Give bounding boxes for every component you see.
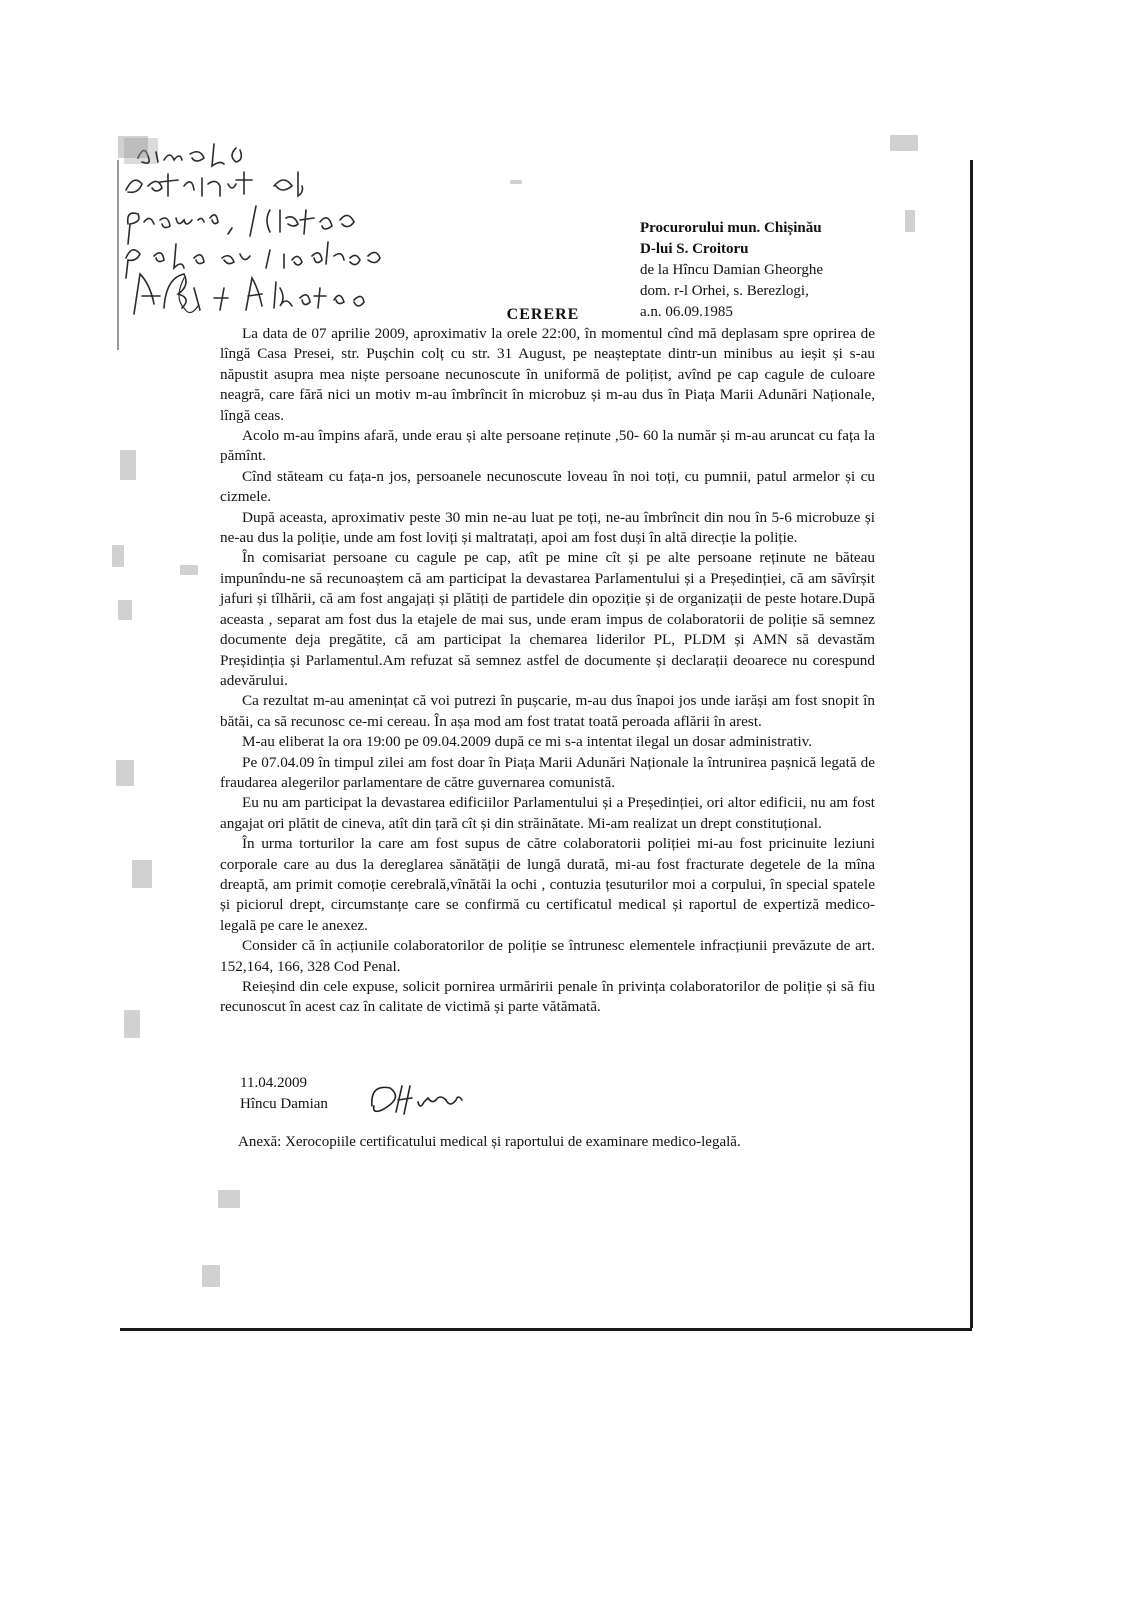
scan-noise [905, 210, 915, 232]
scan-noise [890, 135, 918, 151]
scan-noise [118, 600, 132, 620]
scan-edge-right [970, 160, 973, 1328]
body-paragraph: După aceasta, aproximativ peste 30 min ne-au luat pe toți, ne-au îmbrîncit din nou în 5-6 microbuze și ne-au dus la poliție, unde am fost loviți și maltratați, apoi am fost duși în altă direcție la poliție. [220, 508, 875, 547]
body-paragraph: La data de 07 aprilie 2009, aproximativ la orele 22:00, în momentul cînd mă deplasam spre oprirea de lîngă Casa Presei, str. Pușchin colț cu str. 31 August, pe neașteptate dintr-un minibus au ieșit și s-au năpustit asupra mea niște persoane necunoscute în uniformă de polițist, avînd pe cap cagule de culoare neagră, care fără nici un motiv m-au îmbrîncit în microbuz și m-au dus în Piața Marii Adunări Naționale, lîngă ceas. [220, 325, 875, 424]
scan-noise [132, 860, 152, 888]
handwriting-drawing [124, 138, 394, 318]
body-paragraph: Pe 07.04.09 în timpul zilei am fost doar în Piața Marii Adunări Naționale la întrunirea pașnică legată de fraudarea alegerilor parlamentare de către guvernarea comunistă. [220, 753, 875, 791]
scan-noise [510, 180, 522, 184]
scan-edge-bottom [120, 1328, 972, 1331]
document-title: CERERE [506, 306, 580, 323]
body-paragraph: M-au eliberat la ora 19:00 pe 09.04.2009 după ce mi s-a intentat ilegal un dosar administrativ. [242, 733, 813, 751]
addressee-line-birthdate: a.n. 06.09.1985 [640, 304, 733, 320]
addressee-line-sender: de la Hîncu Damian Gheorghe [640, 262, 823, 278]
scan-noise [180, 565, 198, 575]
body-paragraph: Reieșind din cele expuse, solicit pornirea urmăririi penale în privința colaboratorilor de poliție și să fiu recunoscut în acest caz în calitate de victimă și parte vătămată. [220, 978, 875, 1016]
body-paragraph: Cînd stăteam cu fața-n jos, persoanele necunoscute loveau în noi toți, cu pumnii, patul armelor și cu cizmele. [220, 467, 875, 506]
body-paragraph: În comisariat persoane cu cagule pe cap, atît pe mine cît și pe alte persoane reținute ne băteau impunîndu-ne să recunoaștem că am participat la devastarea Parlamentului și a Președinției, că am săvîrșit jafuri și tîlhării, că am fost angajați și plătiți de partidele din opoziție și de organizații de peste hotare.După aceasta , separat am fost dus la etajele de mai sus, unde eram impus de colaboratorii de poliție să semnez documente deja pregătite, că am participat la chemarea liderilor PL, PLDM și AMN să devastăm Preșidinția și Parlamentul.Am refuzat să semnez astfel de documente și declarații deoarece nu corespund adevărului. [220, 549, 875, 689]
document-body [220, 324, 875, 1018]
signature-date: 11.04.2009 [240, 1075, 307, 1091]
addressee-line-address: dom. r-l Orhei, s. Berezlogi, [640, 283, 809, 299]
signature-block [240, 1073, 328, 1115]
handwritten-resolution-note [124, 138, 394, 318]
body-paragraph: Acolo m-au împins afară, unde erau și alte persoane reținute ,50- 60 la număr și m-au aruncat cu fața la pămînt. [220, 427, 875, 465]
body-paragraph: Ca rezultat m-au amenințat că voi putrezi în pușcarie, m-au dus înapoi jos unde iarăși am fost snopit în bătăi, ca să recunosc ce-mi cereau. În așa mod am fost tratat toată peroada aflării în arest. [220, 692, 875, 730]
addressee-line-name: D-lui S. Croitoru [640, 241, 749, 257]
body-paragraph: În urma torturilor la care am fost supus de către colaboratorii poliției mi-au fost pricinuite leziuni corporale care au dus la dereglarea sănătății de lungă durată, mi-au fost fracturate degetele de la mîna dreaptă, am primit comoție cerebrală,vînătăi la ochi , contuzia țesuturilor moi a corpului, în special spatele și piciorul drept, circumstanțe care se confirmă cu certificatul medical și raportul de expertiză medico-legală pe care le anexez. [220, 835, 875, 934]
scan-noise [124, 1010, 140, 1038]
scan-noise [118, 136, 148, 158]
signature-name: Hîncu Damian [240, 1096, 328, 1112]
scan-noise [202, 1265, 220, 1287]
addressee-line-prosecutor: Procurorului mun. Chișinău [640, 220, 822, 236]
scan-noise [120, 450, 136, 480]
annex-note: Anexă: Xerocopiile certificatului medical și raportului de examinare medico-legală. [238, 1134, 741, 1150]
scan-noise [112, 545, 124, 567]
body-paragraph: Eu nu am participat la devastarea edificiilor Parlamentului și a Președinției, ori altor edificii, nu am fost angajat ori plătit de cineva, atît din țară cît și din străinătate. Mi-am realizat un drept constituțional. [220, 794, 875, 832]
handwritten-signature [366, 1076, 486, 1124]
scan-noise [116, 760, 134, 786]
body-paragraph: Consider că în acțiunile colaboratorilor de poliție se întrunesc elementele infracțiunii prevăzute de art. 152,164, 166, 328 Cod Penal. [220, 937, 875, 975]
addressee-block [640, 218, 960, 323]
scan-noise [218, 1190, 240, 1208]
scan-edge-left [117, 160, 119, 350]
